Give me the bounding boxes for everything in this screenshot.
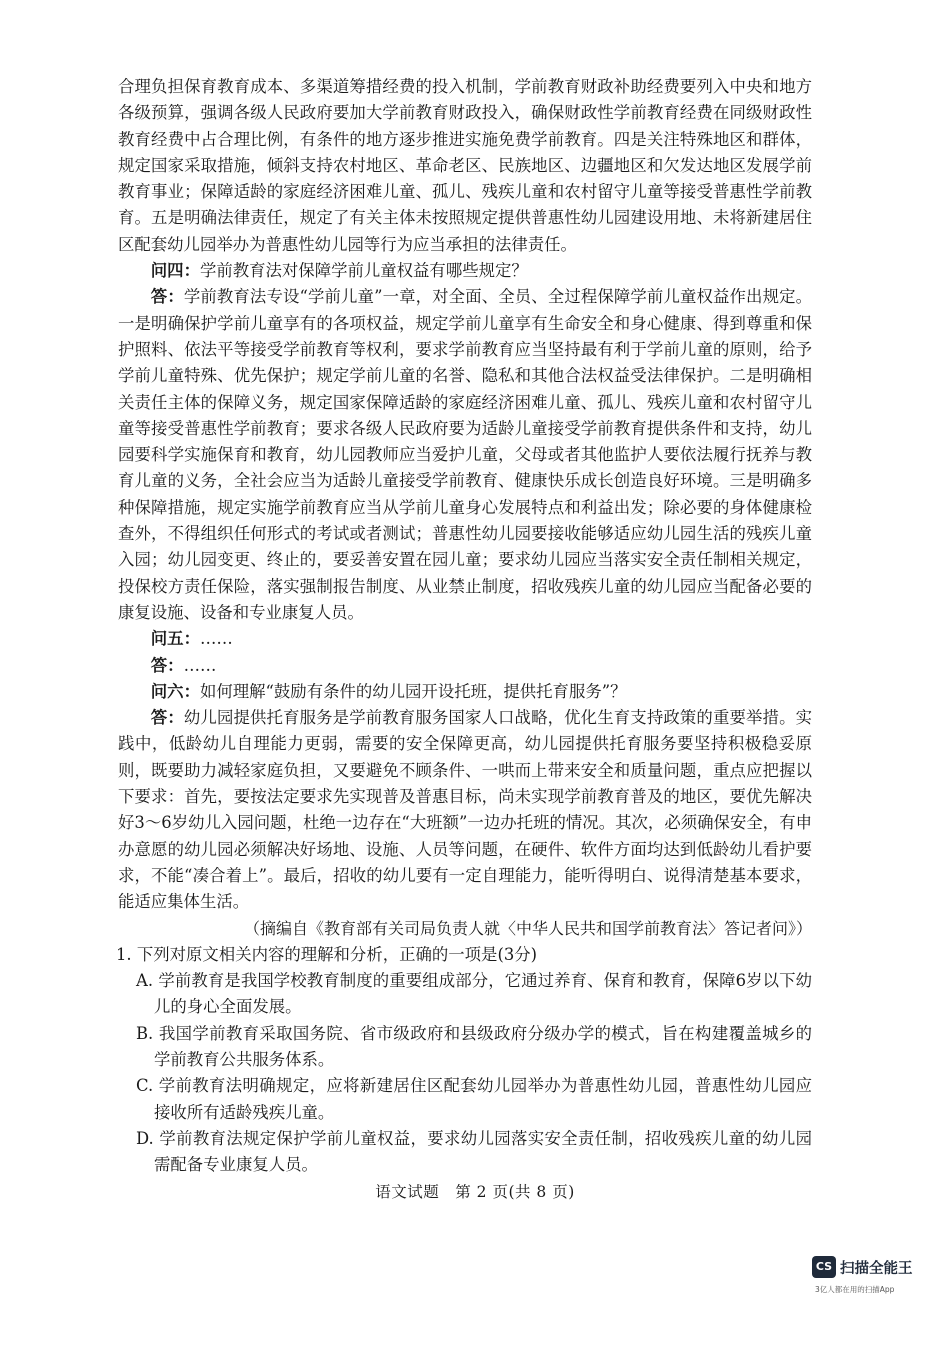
answer-6-text: 幼儿园提供托育服务是学前教育服务国家人口战略，优化生育支持政策的重要举措。实践中，低龄幼儿自理能力更弱，需要的安全保障更高，幼儿园提供托育服务要坚持积极稳妥原则，既要助力减轻家庭负担，又要避免不顾条件、一哄而上带来安全和质量问题，重点应把握以下要求：首先，要按法定要求先实现普及普惠目标，尚未实现学前教育普及的地区，要优先解决好3～6岁幼儿入园问题，杜绝一边存在“大班额”一边办托班的情况。其次，必须确保安全，有申办意愿的幼儿园必须解决好场地、设施、人员等问题，在硬件、软件方面均达到低龄幼儿看护要求，不能“凑合着上”。最后，招收的幼儿要有一定自理能力，能听得明白、说得清楚基本要求，能适应集体生活。: [118, 708, 813, 912]
question-6-text: 如何理解“鼓励有条件的幼儿园开设托班，提供托育服务”？: [199, 681, 627, 701]
answer-5-label: 答：: [150, 655, 184, 675]
question-5-text: ……: [199, 629, 233, 649]
answer-5-text: ……: [183, 655, 217, 675]
question-4: [118, 258, 812, 284]
watermark-tagline: 3亿人都在用的扫描App: [815, 1285, 895, 1294]
answer-5: [118, 653, 812, 679]
answer-6-label: 答：: [150, 708, 184, 728]
answer-4: [118, 284, 812, 626]
document-page: [118, 74, 812, 1178]
question-1-stem: 1. 下列对原文相关内容的理解和分析，正确的一项是(3分): [116, 944, 538, 964]
question-5: [118, 626, 812, 652]
paragraph-funding: 合理负担保育教育成本、多渠道筹措经费的投入机制，学前教育财政补助经费要列入中央和地方各级预算，强调各级人民政府要加大学前教育财政投入，确保财政性学前教育经费在同级财政性教育经费中占合理比例，有条件的地方逐步推进实施免费学前教育。四是关注特殊地区和群体，规定国家采取措施，倾斜支持农村地区、革命老区、民族地区、边疆地区和欠发达地区发展学前教育事业；保障适龄的家庭经济困难儿童、孤儿、残疾儿童和农村留守儿童等接受普惠性学前教育。五是明确法律责任，规定了有关主体未按照规定提供普惠性幼儿园建设用地、未将新建居住区配套幼儿园举办为普惠性幼儿园等行为应当承担的法律责任。: [118, 77, 812, 254]
option-a: A. 学前教育是我国学校教育制度的重要组成部分，它通过养育、保育和教育，保障6岁以下幼儿的身心全面发展。: [136, 971, 812, 1017]
question-5-label: 问五：: [150, 629, 200, 649]
watermark-brand: 扫描全能王: [840, 1261, 913, 1277]
question-6: [118, 679, 812, 705]
question-4-label: 问四：: [150, 261, 200, 281]
answer-6: [118, 705, 812, 915]
option-b: B. 我国学前教育采取国务院、省市级政府和县级政府分级办学的模式，旨在构建覆盖城乡的学前教育公共服务体系。: [136, 1023, 812, 1069]
option-d: D. 学前教育法规定保护学前儿童权益，要求幼儿园落实安全责任制，招收残疾儿童的幼儿园需配备专业康复人员。: [136, 1128, 812, 1175]
question-6-label: 问六：: [150, 681, 200, 701]
scanner-watermark: [812, 1256, 937, 1302]
answer-4-label: 答：: [150, 287, 184, 307]
page-footer: 语文试题 第 2 页(共 8 页): [375, 1183, 575, 1201]
camscanner-logo-icon: CS: [812, 1256, 836, 1278]
question-4-text: 学前教育法对保障学前儿童权益有哪些规定？: [199, 261, 528, 281]
answer-4-text: 学前教育法专设“学前儿童”一章，对全面、全员、全过程保障学前儿童权益作出规定。一是明确保护学前儿童享有的各项权益，规定学前儿童享有生命安全和身心健康、得到尊重和保护照料、依法平等接受学前教育等权利，要求学前教育应当坚持最有利于学前儿童的原则，给予学前儿童特殊、优先保护；规定学前儿童的名誉、隐私和其他合法权益受法律保护。二是明确相关责任主体的保障义务，规定国家保障适龄的家庭经济困难儿童、孤儿、残疾儿童和农村留守儿童等接受普惠性学前教育；要求各级人民政府要为适龄儿童接受学前教育提供条件和支持，幼儿园要科学实施保育和教育，幼儿园教师应当爱护儿童，父母或者其他监护人要依法履行抚养与教育儿童的义务，全社会应当为适龄儿童接受学前教育、健康快乐成长创造良好环境。三是明确多种保障措施，规定实施学前教育应当从学前儿童身心发展特点和利益出发；除必要的身体健康检查外，不得组织任何形式的考试或者测试；普惠性幼儿园要接收能够适应幼儿园生活的残疾儿童入园；幼儿园变更、终止的，要妥善安置在园儿童；要求幼儿园应当落实安全责任制相关规定，投保校方责任保险，落实强制报告制度、从业禁止制度，招收残疾儿童的幼儿园应当配备必要的康复设施、设备和专业康复人员。: [118, 287, 812, 622]
source-citation: （摘编自《教育部有关司局负责人就〈中华人民共和国学前教育法〉答记者问》）: [243, 918, 812, 938]
option-c: C. 学前教育法明确规定，应将新建居住区配套幼儿园举办为普惠性幼儿园，普惠性幼儿园应接收所有适龄残疾儿童。: [136, 1076, 812, 1122]
